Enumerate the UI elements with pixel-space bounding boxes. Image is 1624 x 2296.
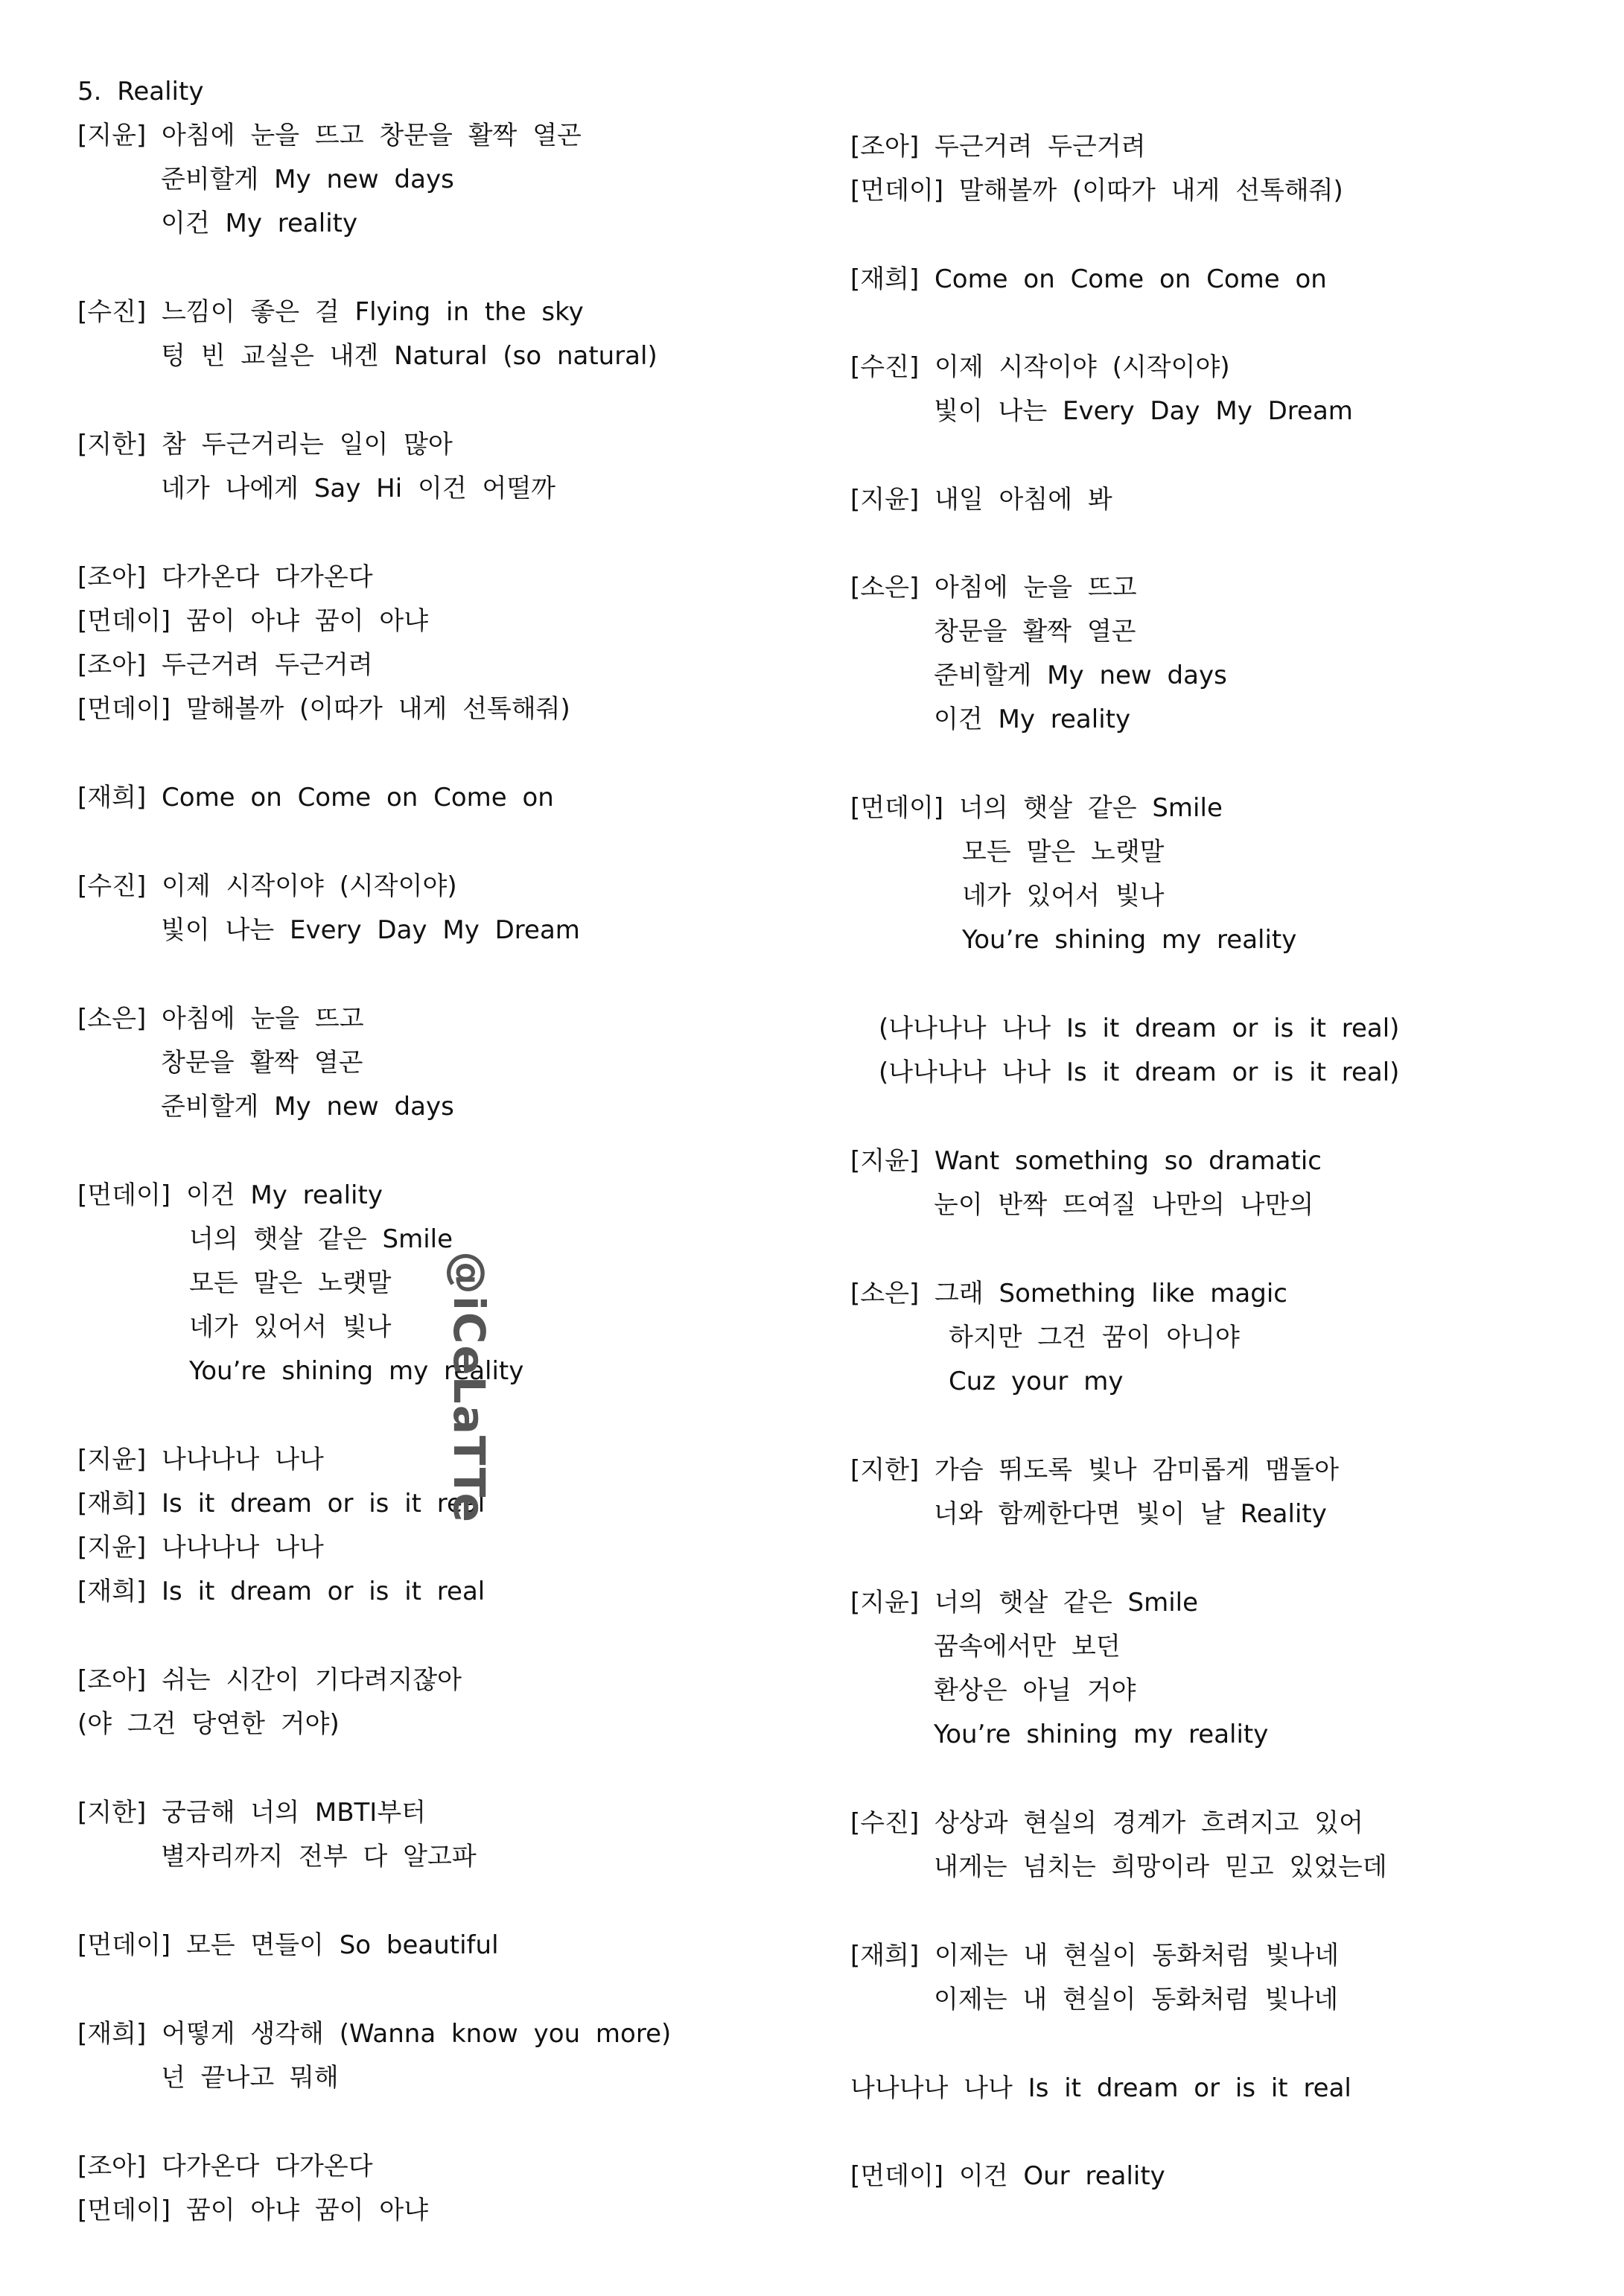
lyric-line: 준비할게 My new days [934,661,1227,690]
lyric-line: [조아] 다가온다 다가온다 [77,562,373,592]
lyric-line: [먼데이] 이건 Our reality [850,2161,1165,2191]
lyric-line: 나나나나 나나 Is it dream or is it real [850,2073,1351,2103]
lyric-line: 준비할게 My new days [161,165,454,194]
lyric-line: 네가 있어서 빛나 [189,1312,392,1342]
lyric-line: [먼데이] 꿈이 아냐 꿈이 아냐 [77,606,429,636]
lyric-line: [소은] 아침에 눈을 뜨고 [850,573,1137,602]
lyric-line: [수진] 이제 시작이야 (시작이야) [850,352,1230,382]
lyric-line: [재희] 이제는 내 현실이 동화처럼 빛나네 [850,1941,1340,1971]
lyric-line: [먼데이] 말해볼까 (이따가 내게 선톡해줘) [77,694,570,724]
lyric-line: 별자리까지 전부 다 알고파 [161,1842,477,1872]
lyric-line: [지한] 참 두근거리는 일이 많아 [77,430,453,459]
lyric-line: [지윤] Want something so dramatic [850,1146,1322,1176]
lyric-line: (나나나나 나나 Is it dream or is it real) [879,1058,1400,1087]
lyric-line: 하지만 그건 꿈이 아니야 [949,1323,1240,1352]
lyric-line: [재희] Is it dream or is it real [77,1577,485,1606]
lyric-line: [먼데이] 모든 면들이 So beautiful [77,1930,499,1960]
lyric-line: 이건 My reality [161,209,358,238]
lyric-line: Cuz your my [949,1367,1124,1396]
lyric-line: 눈이 반짝 뜨여질 나만의 나만의 [934,1190,1314,1220]
lyric-line: You’re shining my reality [934,1720,1269,1749]
lyric-line: [수진] 상상과 현실의 경계가 흐려지고 있어 [850,1808,1363,1838]
lyric-line: [먼데이] 말해볼까 (이따가 내게 선톡해줘) [850,176,1343,206]
lyric-line: [먼데이] 꿈이 아냐 꿈이 아냐 [77,2195,429,2225]
lyric-line: 준비할게 My new days [161,1092,454,1122]
lyric-line: You’re shining my reality [962,925,1297,955]
lyric-line: [조아] 두근거려 두근거려 [77,650,373,680]
lyric-line: [조아] 쉬는 시간이 기다려지잖아 [77,1665,462,1695]
lyric-line: [재희] Is it dream or is it real [77,1489,485,1519]
lyric-line: [지윤] 나나나나 나나 [77,1533,324,1562]
lyric-line: [지윤] 너의 햇살 같은 Smile [850,1588,1199,1618]
lyric-line: [재희] Come on Come on Come on [77,783,554,812]
watermark: @iCeLaTTe [444,1251,494,1524]
lyric-line: 창문을 활짝 열곤 [934,617,1136,646]
lyric-line: 이제는 내 현실이 동화처럼 빛나네 [934,1985,1339,2014]
lyric-line: 빛이 나는 Every Day My Dream [161,915,580,945]
lyric-line: [조아] 두근거려 두근거려 [850,132,1146,162]
lyric-line: [지한] 궁금해 너의 MBTI부터 [77,1798,427,1828]
lyric-line: 빛이 나는 Every Day My Dream [934,396,1353,426]
lyric-line: [지한] 가슴 뛰도록 빛나 감미롭게 맴돌아 [850,1455,1340,1485]
lyric-line: [소은] 그래 Something like magic [850,1279,1287,1308]
lyric-line: 넌 끝나고 뭐해 [161,2063,339,2093]
lyric-line: [먼데이] 이건 My reality [77,1180,383,1210]
lyric-line: [소은] 아침에 눈을 뜨고 [77,1004,364,1034]
lyric-line: 내게는 넘치는 희망이라 믿고 있었는데 [934,1852,1387,1882]
lyric-line: (나나나나 나나 Is it dream or is it real) [879,1014,1400,1043]
lyric-line: 환상은 아닐 거야 [934,1676,1136,1705]
lyric-line: [지윤] 내일 아침에 봐 [850,485,1112,515]
lyric-line: [조아] 다가온다 다가온다 [77,2152,373,2181]
song-title: 5. Reality [77,77,204,106]
lyric-line: [먼데이] 너의 햇살 같은 Smile [850,793,1223,823]
lyric-line: You’re shining my reality [189,1356,524,1386]
lyric-line: 꿈속에서만 보던 [934,1632,1121,1661]
lyric-line: [수진] 느낌이 좋은 걸 Flying in the sky [77,297,584,327]
lyric-line: 텅 빈 교실은 내겐 Natural (so natural) [161,341,657,371]
lyric-line: [재희] Come on Come on Come on [850,264,1327,294]
lyric-line: 창문을 활짝 열곤 [161,1048,363,1078]
lyric-line: 너와 함께한다면 빛이 날 Reality [934,1499,1327,1529]
lyric-line: [재희] 어떻게 생각해 (Wanna know you more) [77,2019,672,2049]
lyric-line: [지윤] 나나나나 나나 [77,1445,324,1475]
lyric-line: (야 그건 당연한 거야) [77,1709,340,1739]
lyric-line: 모든 말은 노랫말 [962,837,1165,867]
lyric-line: [지윤] 아침에 눈을 뜨고 창문을 활짝 열곤 [77,121,582,150]
lyric-line: 이건 My reality [934,705,1131,734]
lyric-line: 네가 나에게 Say Hi 이건 어떨까 [161,474,556,503]
lyric-line: 모든 말은 노랫말 [189,1268,392,1298]
lyric-line: [수진] 이제 시작이야 (시작이야) [77,871,457,901]
lyric-line: 네가 있어서 빛나 [962,881,1165,911]
lyric-line: 너의 햇살 같은 Smile [189,1224,453,1254]
